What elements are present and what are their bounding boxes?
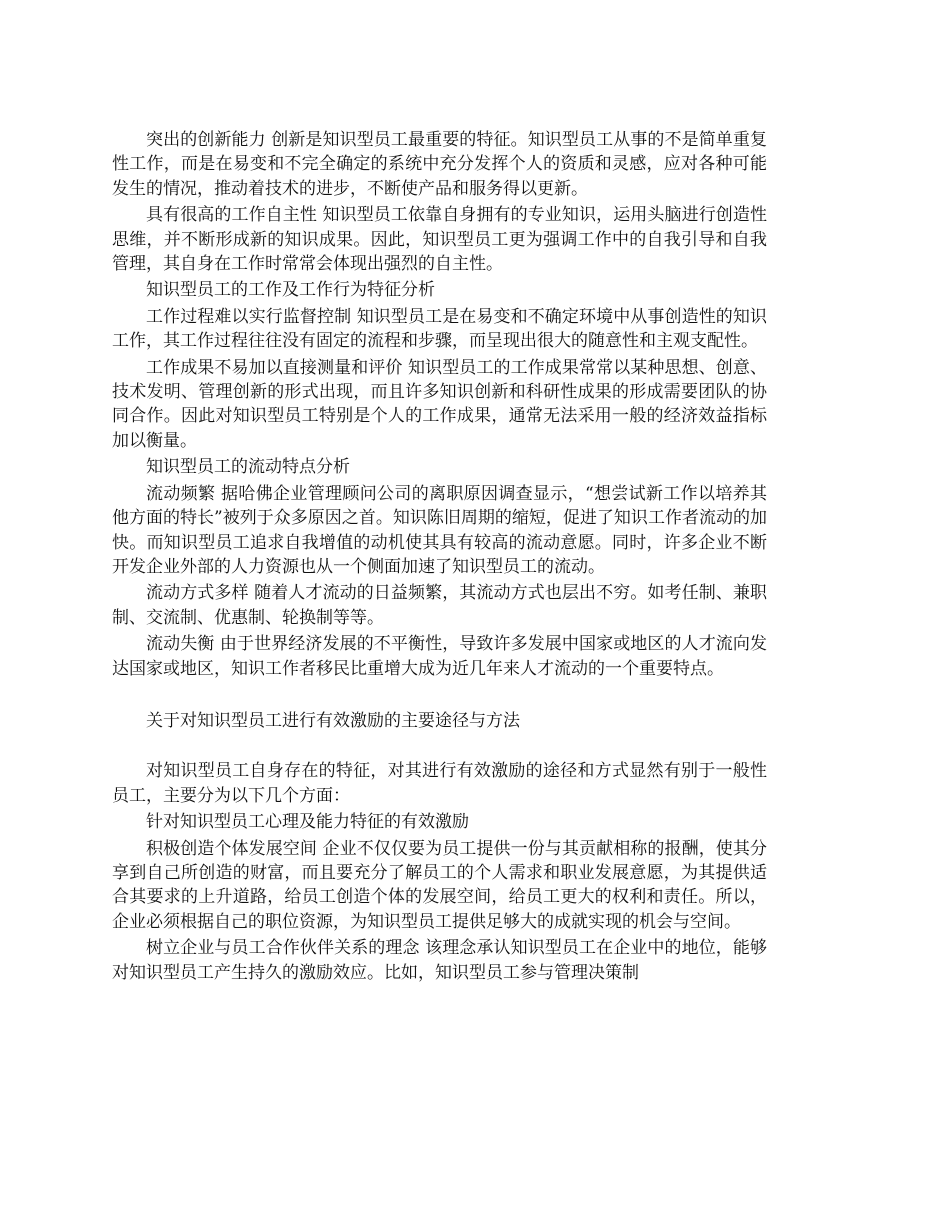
paragraph-partnership: 树立企业与员工合作伙伴关系的理念 该理念承认知识型员工在企业中的地位，能够对知识型员工产生持久的激励效应。比如，知识型员工参与管理决策制 [112, 938, 767, 983]
subheading-mobility: 知识型员工的流动特点分析 [146, 457, 350, 478]
paragraph-autonomy: 具有很高的工作自主性 知识型员工依靠自身拥有的专业知识，运用头脑进行创造性思维，并不断形成新的知识成果。因此，知识型员工更为强调工作中的自我引导和自我管理，其自身在工作时常常会体现出强烈的自主性。 [112, 205, 767, 275]
paragraph-frequent-mobility: 流动频繁 据哈佛企业管理顾问公司的离职原因调查显示，“想尝试新工作以培养其他方面的特长”被列于众多原因之首。知识陈旧周期的缩短，促进了知识工作者流动的加快。而知识型员工追求自我增值的动机使其具有较高的流动意愿。同时，许多企业不断开发企业外部的人力资源也从一个侧面加速了知识型员工的流动。 [112, 483, 767, 577]
paragraph-innovation: 突出的创新能力 创新是知识型员工最重要的特征。知识型员工从事的不是简单重复性工作，而是在易变和不完全确定的系统中充分发挥个人的资质和灵感，应对各种可能发生的情况，推动着技术的进步，不断使产品和服务得以更新。 [112, 130, 767, 199]
subheading-work-behavior: 知识型员工的工作及工作行为特征分析 [146, 280, 435, 301]
paragraph-supervision: 工作过程难以实行监督控制 知识型员工是在易变和不确定环境中从事创造性的知识工作，其工作过程往往没有固定的流程和步骤，而呈现出很大的随意性和主观支配性。 [112, 306, 767, 352]
paragraph-incentive-intro: 对知识型员工自身存在的特征，对其进行有效激励的途径和方式显然有别于一般性员工，主要分为以下几个方面： [112, 761, 767, 806]
paragraph-development-space: 积极创造个体发展空间 企业不仅仅要为员工提供一份与其贡献相称的报酬，使其分享到自己所创造的财富，而且要充分了解员工的个人需求和职业发展意愿，为其提供适合其要求的上升道路，给员工创造个体的发展空间，给员工更大的权利和责任。所以，企业必须根据自己的职位资源，为知识型员工提供足够大的成就实现的机会与空间。 [112, 838, 767, 932]
paragraph-mobility-imbalance: 流动失衡 由于世界经济发展的不平衡性，导致许多发展中国家或地区的人才流向发达国家或地区，知识工作者移民比重增大成为近几年来人才流动的一个重要特点。 [112, 634, 767, 679]
document-page [112, 128, 767, 987]
paragraph-mobility-forms: 流动方式多样 随着人才流动的日益频繁，其流动方式也层出不穷。如考任制、兼职制、交流制、优惠制、轮换制等等。 [112, 583, 767, 628]
subheading-psychology-incentives: 针对知识型员工心理及能力特征的有效激励 [146, 812, 469, 833]
paragraph-measurement: 工作成果不易加以直接测量和评价 知识型员工的工作成果常常以某种思想、创意、技术发明、管理创新的形式出现，而且许多知识创新和科研性成果的形成需要团队的协同合作。因此对知识型员工特别是个人的工作成果，通常无法采用一般的经济效益指标加以衡量。 [112, 357, 767, 451]
section-heading-incentives: 关于对知识型员工进行有效激励的主要途径与方法 [146, 710, 520, 731]
